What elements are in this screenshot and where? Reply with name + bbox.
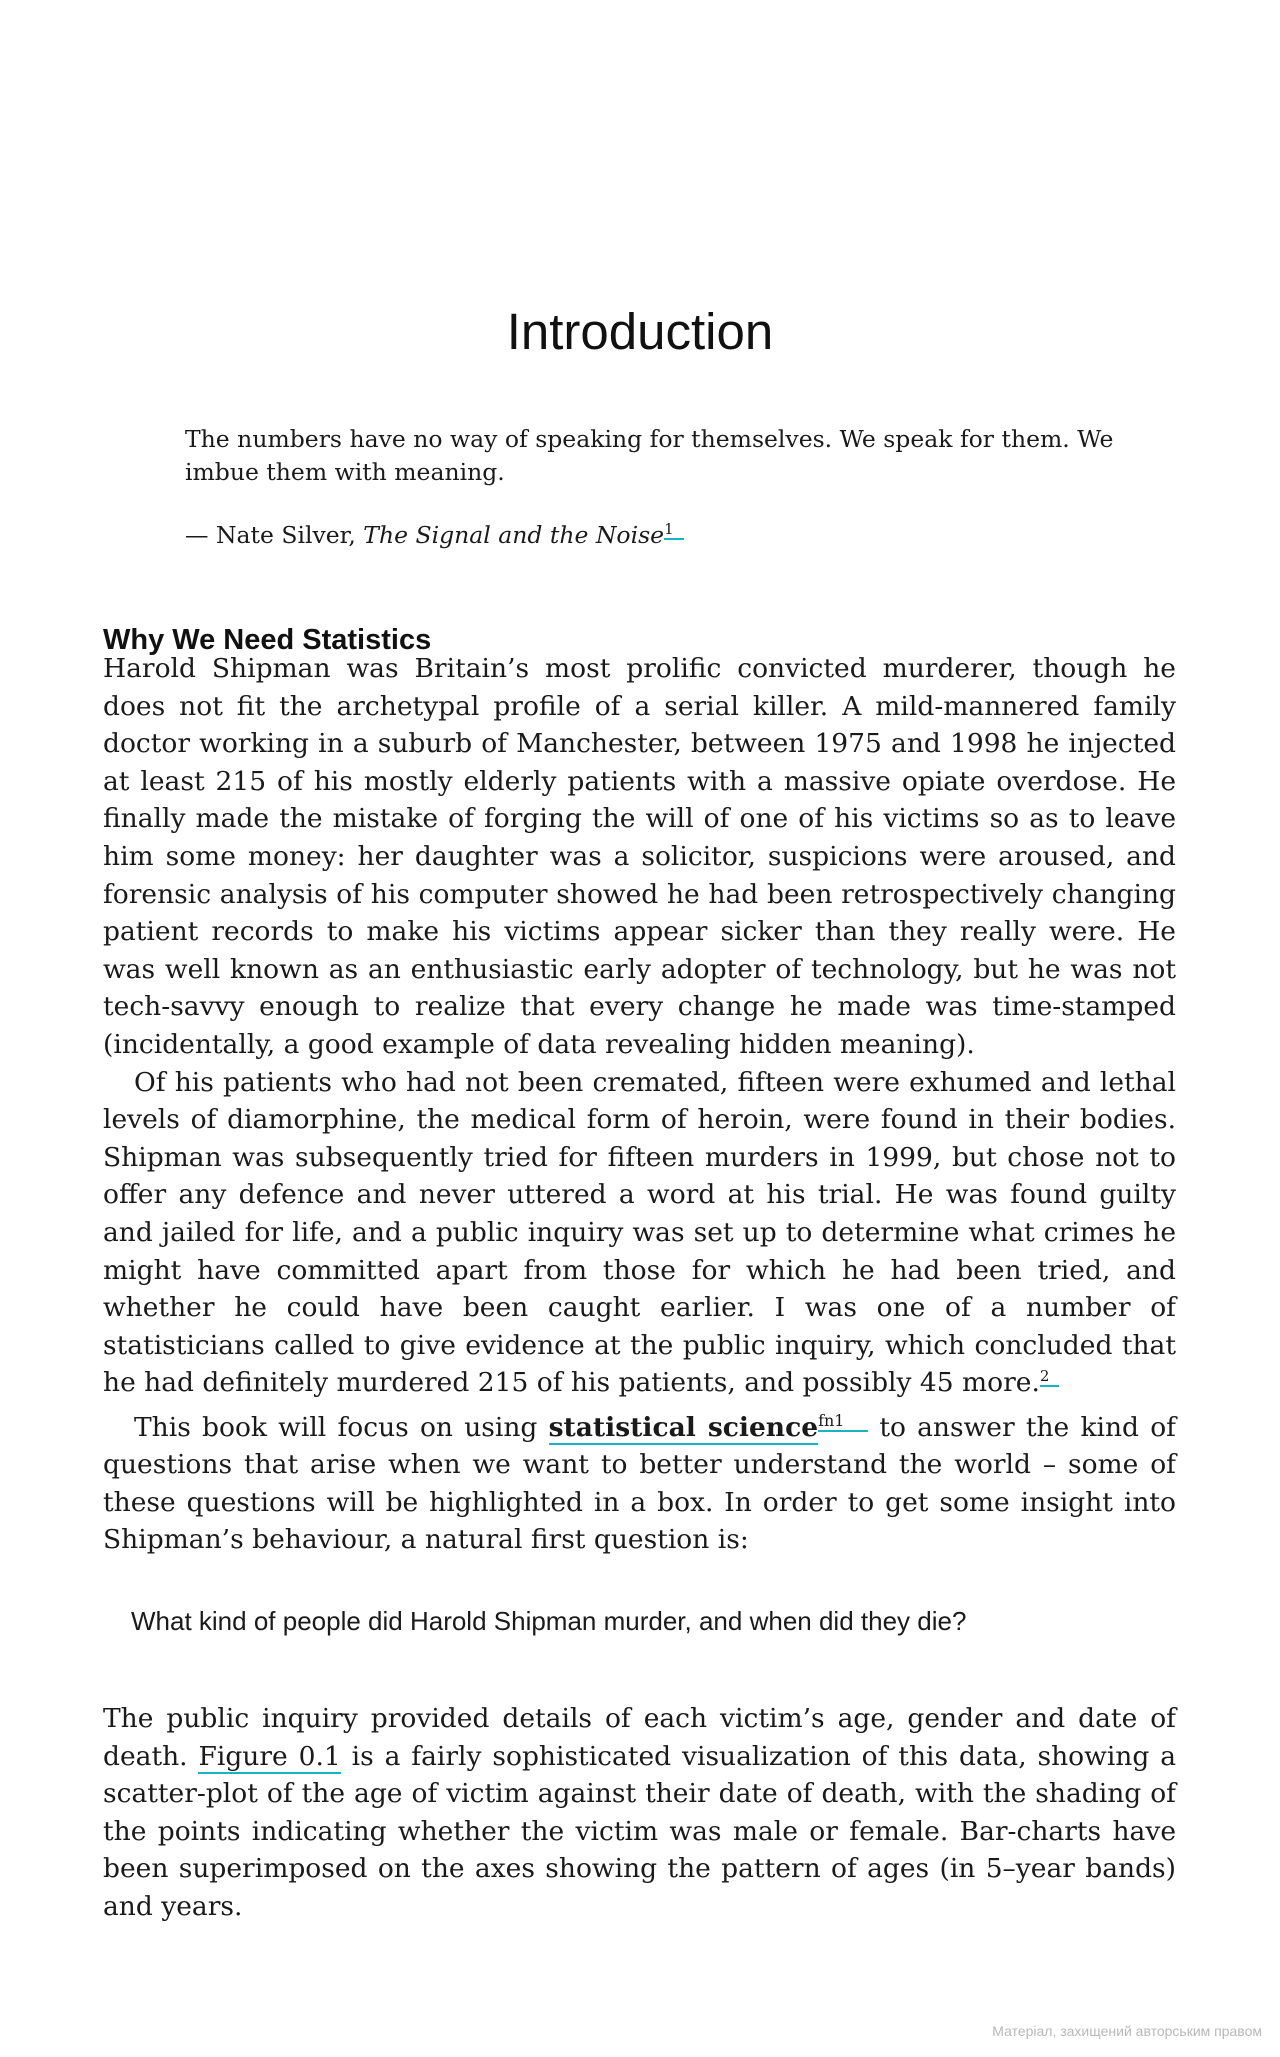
attribution-prefix: — Nate Silver, — [185, 521, 364, 549]
chapter-title: Introduction — [506, 303, 774, 361]
paragraph-3-after: to answer the kind of questions that arise when we want to better understand the world – some of these questions will be highlighted in a box. In order to get some insight into Shipman’s behaviour, a natural first question is: — [103, 1411, 1176, 1556]
footnote-link-2[interactable]: 2 — [1040, 1367, 1060, 1387]
glossary-link-statistical-science[interactable]: statistical science — [548, 1411, 819, 1443]
question-box: What kind of people did Harold Shipman murder, and when did they die? — [131, 1606, 967, 1636]
paragraph-3-before: This book will focus on using — [134, 1411, 549, 1443]
epigraph-quote: The numbers have no way of speaking for themselves. We speak for them. We imbue them with meaning. — [185, 425, 1114, 486]
paragraph-3 — [103, 1402, 1176, 1559]
body-text-block-2 — [103, 1700, 1176, 1926]
body-text-block-1 — [103, 650, 1176, 1559]
paragraph-2-text: Of his patients who had not been cremated, fifteen were exhumed and lethal levels of diamorphine, the medical form of heroin, were found in their bodies. Shipman was subsequently tried for fifteen murders in 1999, but chose not to offer any defence and never uttered a word at his trial. He was found guilty and jailed for life, and a public inquiry was set up to determine what crimes he might have committed apart from those for which he had been tried, and whether he could have been caught earlier. I was one of a number of statisticians called to give evidence at the public inquiry, which concluded that he had definitely murdered 215 of his patients, and possibly 45 more. — [103, 1066, 1176, 1399]
copyright-watermark: Матеріал, захищений авторським правом — [992, 2023, 1262, 2039]
attribution-book-title: The Signal and the Noise — [363, 521, 665, 549]
paragraph-1: Harold Shipman was Britain’s most prolific convicted murderer, though he does not fit the archetypal profile of a serial killer. A mild-mannered family doctor working in a suburb of Manchester, between 1975 and 1998 he injected at least 215 of his mostly elderly patients with a massive opiate overdose. He finally made the mistake of forging the will of one of his victims so as to leave him some money: her daughter was a solicitor, suspicions were aroused, and forensic analysis of his computer showed he had been retrospectively changing patient records to make his victims appear sicker than they really were. He was well known as an enthusiastic early adopter of technology, but he was not tech-savvy enough to realize that every change he made was time-stamped (incidentally, a good example of data revealing hidden meaning). — [103, 653, 1176, 1060]
paragraph-2 — [103, 1064, 1176, 1402]
footnote-link-1[interactable]: 1 — [664, 520, 684, 540]
paragraph-4-before: The public inquiry provided details of each victim’s age, gender and date of death. — [103, 1703, 1176, 1772]
figure-link-0-1[interactable]: Figure 0.1 — [198, 1740, 341, 1772]
footnote-link-fn1[interactable]: fn1 — [818, 1411, 868, 1432]
epigraph-attribution — [185, 519, 684, 552]
paragraph-4-after: is a fairly sophisticated visualization of this data, showing a scatter-plot of the age of victim against their date of death, with the shading of the points indicating whether the victim was male or female. Bar-charts have been superimposed on the axes showing the pattern of ages (in 5–year bands) and years. — [103, 1740, 1177, 1922]
paragraph-4 — [103, 1700, 1176, 1926]
section-heading: Why We Need Statistics — [103, 624, 432, 657]
